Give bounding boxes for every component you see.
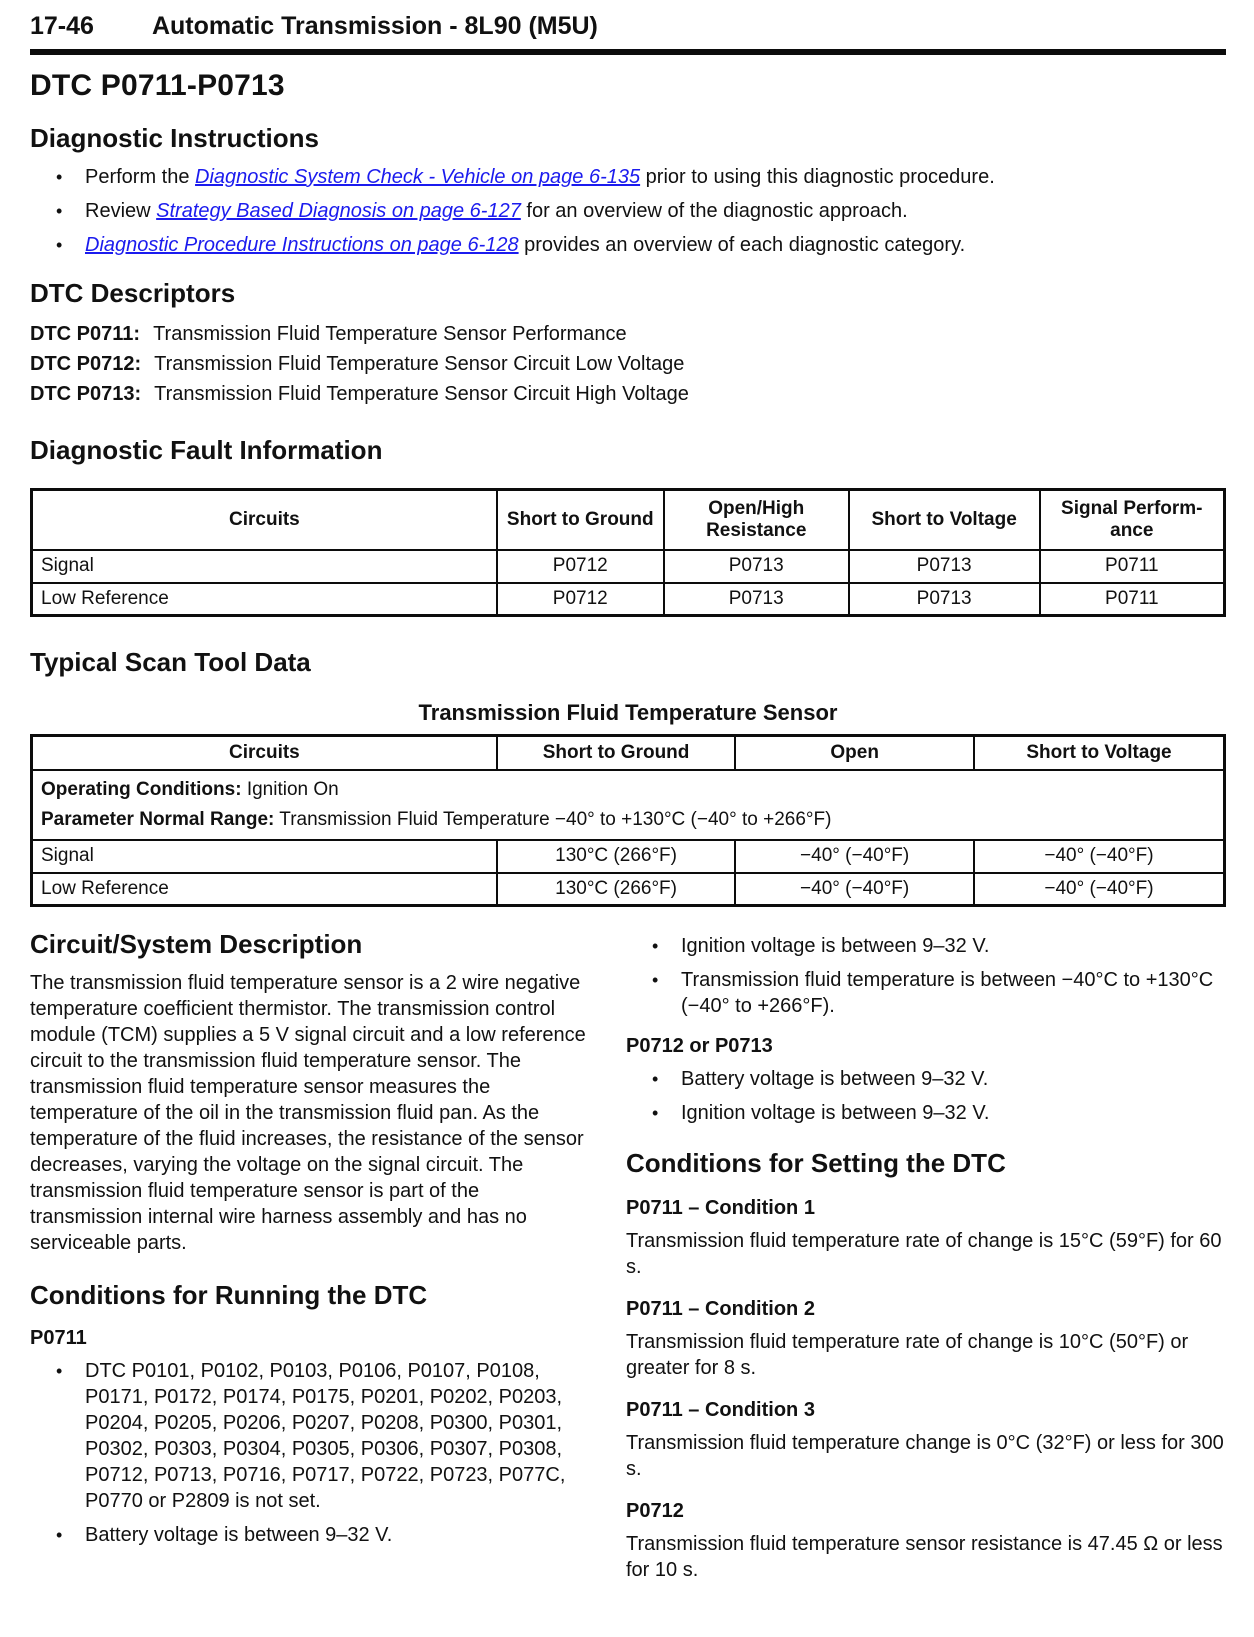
section-heading-diagnostic-instructions: Diagnostic Instructions bbox=[30, 123, 319, 153]
condition-label: P0711 – Condition 1 bbox=[626, 1197, 815, 1219]
condition-label: P0712 bbox=[626, 1500, 684, 1522]
scan-tool-table-title: Transmission Fluid Temperature Sensor bbox=[418, 700, 838, 725]
table-cell: 130°C (266°F) bbox=[497, 873, 736, 906]
column-header: Short to Voltage bbox=[849, 490, 1040, 550]
table-cell: P0711 bbox=[1040, 583, 1225, 616]
table-cell: Low Reference bbox=[32, 583, 497, 616]
operating-conditions-label: Operating Conditions: bbox=[41, 778, 242, 800]
condition-body: Transmission fluid temperature change is 0°C (32°F) or less for 300 s. bbox=[626, 1432, 1224, 1480]
setting-dtc-section bbox=[626, 1197, 1226, 1280]
list-item bbox=[30, 164, 1226, 190]
diagnostic-fault-information-table bbox=[30, 488, 1226, 617]
table-cell: 130°C (266°F) bbox=[497, 840, 736, 873]
dtc-description: Transmission Fluid Temperature Sensor Circuit High Voltage bbox=[154, 383, 689, 405]
bullet-text: prior to using this diagnostic procedure. bbox=[640, 166, 995, 188]
column-header: Circuits bbox=[32, 490, 497, 550]
dtc-code: DTC P0713: bbox=[30, 383, 142, 405]
section-heading-dtc-descriptors: DTC Descriptors bbox=[30, 278, 236, 308]
column-header: Short to Voltage bbox=[974, 736, 1225, 770]
table-header-row bbox=[32, 736, 1225, 770]
list-item bbox=[30, 232, 1226, 258]
list-item bbox=[626, 967, 1226, 1019]
column-header: Short to Ground bbox=[497, 490, 664, 550]
bullet-text: Ignition voltage is between 9–32 V. bbox=[681, 1102, 990, 1124]
table-cell: P0711 bbox=[1040, 550, 1225, 583]
table-header-row bbox=[32, 490, 1225, 550]
condition-body: Transmission fluid temperature rate of change is 10°C (50°F) or greater for 8 s. bbox=[626, 1331, 1189, 1379]
column-header: Short to Ground bbox=[497, 736, 736, 770]
right-column bbox=[626, 927, 1226, 1583]
table-cell: P0713 bbox=[664, 550, 849, 583]
circuit-description-paragraph: The transmission fluid temperature sensor is a 2 wire negative temperature coefficient thermistor. The transmission control module (TCM) supplies a 5 V signal circuit and a low reference circuit to the transmission fluid temperature sensor. The transmission fluid temperature sensor measures the temperature of the oil in the transmission fluid pan. As the temperature of the fluid increases, the resistance of the sensor decreases, varying the voltage on the signal circuit. The transmission fluid temperature sensor is part of the transmission internal wire harness assembly and has no serviceable parts. bbox=[30, 972, 586, 1254]
bullet-text: Transmission fluid temperature is between −40°C to +130°C (−40° to +266°F). bbox=[681, 969, 1214, 1017]
page-number: 17-46 bbox=[30, 12, 94, 40]
running-header bbox=[30, 12, 1226, 55]
condition-body: Transmission fluid temperature rate of change is 15°C (59°F) for 60 s. bbox=[626, 1230, 1222, 1278]
p0712-p0713-list bbox=[626, 1066, 1226, 1126]
dtc-code: DTC P0712: bbox=[30, 353, 142, 375]
section-heading-typical-scan-tool-data: Typical Scan Tool Data bbox=[30, 647, 311, 677]
scan-tool-data-table bbox=[30, 734, 1226, 907]
condition-body: Transmission fluid temperature sensor resistance is 47.45 Ω or less for 10 s. bbox=[626, 1533, 1223, 1581]
section-heading-circuit-system-description: Circuit/System Description bbox=[30, 929, 363, 959]
bullet-text: Battery voltage is between 9–32 V. bbox=[85, 1524, 393, 1546]
left-column bbox=[30, 927, 590, 1583]
bullet-text: Perform the bbox=[85, 166, 196, 188]
table-cell: P0712 bbox=[497, 583, 664, 616]
operating-conditions-line bbox=[41, 775, 1215, 805]
table-row bbox=[32, 583, 1225, 616]
running-dtc-left-list bbox=[30, 1358, 590, 1548]
condition-label: P0711 – Condition 3 bbox=[626, 1399, 815, 1421]
table-cell: P0713 bbox=[849, 550, 1040, 583]
strategy-based-diagnosis-link[interactable]: Strategy Based Diagnosis on page 6-127 bbox=[156, 200, 521, 222]
dtc-descriptor-row bbox=[30, 349, 1226, 379]
setting-dtc-section bbox=[626, 1500, 1226, 1583]
table-cell: P0712 bbox=[497, 550, 664, 583]
column-header: Open/High Resistance bbox=[664, 490, 849, 550]
diagnostic-procedure-instructions-link[interactable]: Diagnostic Procedure Instructions on page 6-128 bbox=[85, 234, 519, 256]
dtc-description: Transmission Fluid Temperature Sensor Performance bbox=[153, 323, 627, 345]
bullet-text: Ignition voltage is between 9–32 V. bbox=[681, 935, 990, 957]
dtc-descriptor-row bbox=[30, 319, 1226, 349]
dtc-descriptor-list bbox=[30, 319, 1226, 409]
list-item bbox=[30, 1358, 590, 1514]
p0711-label: P0711 bbox=[30, 1327, 87, 1349]
dtc-description: Transmission Fluid Temperature Sensor Circuit Low Voltage bbox=[154, 353, 685, 375]
operating-conditions-cell bbox=[32, 770, 1225, 840]
list-item bbox=[30, 1522, 590, 1548]
table-row bbox=[32, 840, 1225, 873]
operating-conditions-value: Ignition On bbox=[241, 778, 339, 800]
doc-title: DTC P0711-P0713 bbox=[30, 69, 285, 102]
diagnostic-instructions-list bbox=[30, 164, 1226, 258]
bullet-text: DTC P0101, P0102, P0103, P0106, P0107, P0108, P0171, P0172, P0174, P0175, P0201, P0202, P0203, P0204, P0205, P0206, P0207, P0208, P0300, P0301, P0302, P0303, P0304, P0305, P0306, P0307, P0308, P0712, P0713, P0716, P0717, P0722, P0723, P077C, P0770 or P2809 is not set. bbox=[85, 1360, 566, 1512]
bullet-text: provides an overview of each diagnostic category. bbox=[518, 234, 966, 256]
list-item bbox=[626, 1066, 1226, 1092]
column-header: Circuits bbox=[32, 736, 497, 770]
bullet-text: for an overview of the diagnostic approach. bbox=[520, 200, 908, 222]
table-cell: Signal bbox=[32, 550, 497, 583]
list-item bbox=[626, 1100, 1226, 1126]
table-cell: P0713 bbox=[849, 583, 1040, 616]
two-column-section bbox=[30, 927, 1226, 1583]
setting-dtc-section bbox=[626, 1399, 1226, 1482]
dtc-descriptor-row bbox=[30, 379, 1226, 409]
diagnostic-system-check-link[interactable]: Diagnostic System Check - Vehicle on page 6-135 bbox=[195, 166, 641, 188]
table-cell: −40° (−40°F) bbox=[735, 840, 974, 873]
parameter-normal-range-label: Parameter Normal Range: bbox=[41, 808, 275, 830]
table-row bbox=[32, 873, 1225, 906]
running-dtc-right-list bbox=[626, 933, 1226, 1019]
parameter-normal-range-value: Transmission Fluid Temperature −40° to +130°C (−40° to +266°F) bbox=[274, 808, 832, 830]
parameter-normal-range-line bbox=[41, 805, 1215, 835]
p0712-or-p0713-label: P0712 or P0713 bbox=[626, 1035, 773, 1057]
dtc-code: DTC P0711: bbox=[30, 323, 141, 345]
section-heading-conditions-running-dtc: Conditions for Running the DTC bbox=[30, 1280, 428, 1310]
table-cell: Signal bbox=[32, 840, 497, 873]
bullet-text: Review bbox=[85, 200, 157, 222]
table-cell: −40° (−40°F) bbox=[974, 840, 1225, 873]
bullet-text: Battery voltage is between 9–32 V. bbox=[681, 1068, 989, 1090]
list-item bbox=[30, 198, 1226, 224]
list-item bbox=[626, 933, 1226, 959]
column-header: Signal Perform- ance bbox=[1040, 490, 1225, 550]
table-cell: −40° (−40°F) bbox=[735, 873, 974, 906]
column-header: Open bbox=[735, 736, 974, 770]
setting-dtc-section bbox=[626, 1298, 1226, 1381]
table-cell: Low Reference bbox=[32, 873, 497, 906]
chapter-title: Automatic Transmission - 8L90 (M5U) bbox=[151, 12, 598, 40]
condition-label: P0711 – Condition 2 bbox=[626, 1298, 815, 1320]
table-cell: −40° (−40°F) bbox=[974, 873, 1225, 906]
table-row bbox=[32, 550, 1225, 583]
table-row bbox=[32, 770, 1225, 840]
section-heading-diagnostic-fault-information: Diagnostic Fault Information bbox=[30, 435, 383, 465]
section-heading-conditions-setting-dtc: Conditions for Setting the DTC bbox=[626, 1148, 1006, 1178]
table-cell: P0713 bbox=[664, 583, 849, 616]
